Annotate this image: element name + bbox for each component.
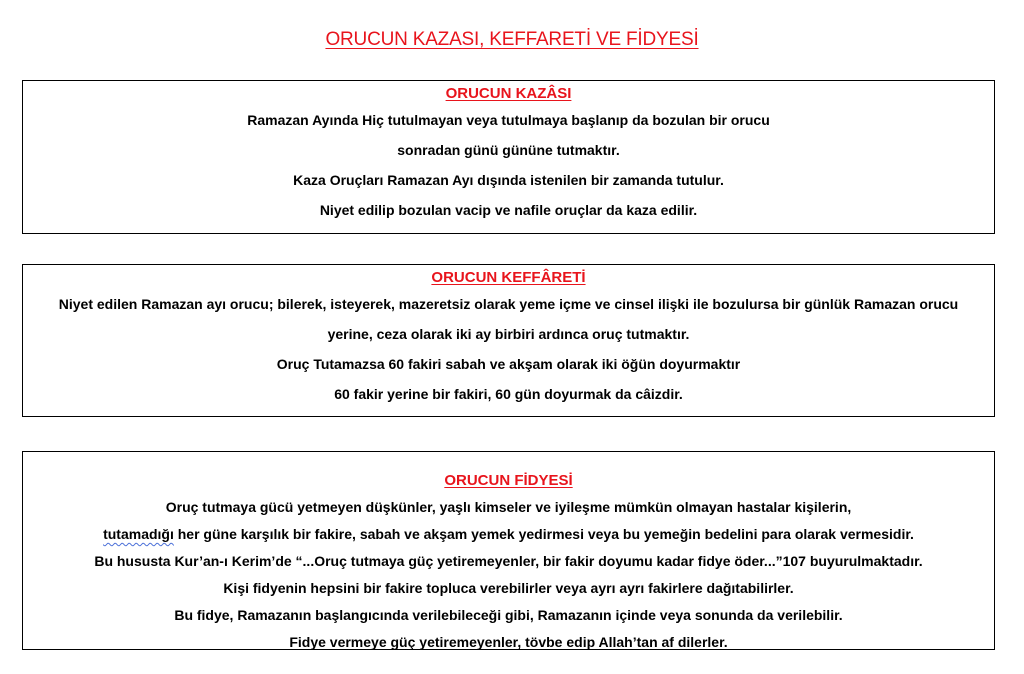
section-line: yerine, ceza olarak iki ay birbiri ardınca oruç tutmaktır.: [327, 326, 690, 342]
section-line: Fidye vermeye güç yetiremeyenler, tövbe edip Allah’tan af dilerler.: [289, 634, 728, 650]
section-heading-fidye: ORUCUN FİDYESİ: [444, 472, 573, 489]
section-line: Bu hususta Kur’an-ı Kerim’de “...Oruç tutmaya güç yetiremeyenler, bir fakir doyumu kadar fidye öder...”107 buyurulmaktadır.: [94, 553, 923, 569]
section-line: 60 fakir yerine bir fakiri, 60 gün doyurmak da câizdir.: [334, 386, 683, 402]
section-line: Kişi fidyenin hepsini bir fakire topluca verebilirler veya ayrı ayrı fakirlere dağıtabilirler.: [223, 580, 794, 596]
page-title: ORUCUN KAZASI, KEFFARETİ VE FİDYESİ: [325, 29, 699, 50]
section-line: [23, 521, 994, 548]
section-keffaret: [22, 264, 995, 417]
section-heading-keffaret: ORUCUN KEFFÂRETİ: [431, 269, 586, 286]
section-line: sonradan günü gününe tutmaktır.: [397, 142, 620, 158]
section-kaza: [22, 80, 995, 234]
section-line-rest: her güne karşılık bir fakire, sabah ve akşam yemek yedirmesi veya bu yemeğin bedelini para olarak vermesidir.: [173, 526, 914, 542]
section-line: Niyet edilen Ramazan ayı orucu; bilerek, isteyerek, mazeretsiz olarak yeme içme ve cinsel ilişki ile bozulursa bir günlük Ramazan orucu: [58, 296, 959, 312]
section-line: Ramazan Ayında Hiç tutulmayan veya tutulmaya başlanıp da bozulan bir orucu: [247, 112, 770, 128]
section-line: Kaza Oruçları Ramazan Ayı dışında istenilen bir zamanda tutulur.: [293, 172, 724, 188]
section-line: Bu fidye, Ramazanın başlangıcında verilebileceği gibi, Ramazanın içinde veya sonunda da verilebilir.: [174, 607, 843, 623]
section-line: Niyet edilip bozulan vacip ve nafile oruçlar da kaza edilir.: [319, 202, 698, 218]
section-line: Oruç tutmaya gücü yetmeyen düşkünler, yaşlı kimseler ve iyileşme mümkün olmayan hastalar kişilerin,: [165, 499, 852, 515]
section-heading-kaza: ORUCUN KAZÂSI: [445, 85, 572, 102]
spellcheck-word: tutamadığı: [103, 526, 174, 542]
section-line: Oruç Tutamazsa 60 fakiri sabah ve akşam olarak iki öğün doyurmaktır: [276, 356, 741, 372]
section-fidye: [22, 451, 995, 650]
